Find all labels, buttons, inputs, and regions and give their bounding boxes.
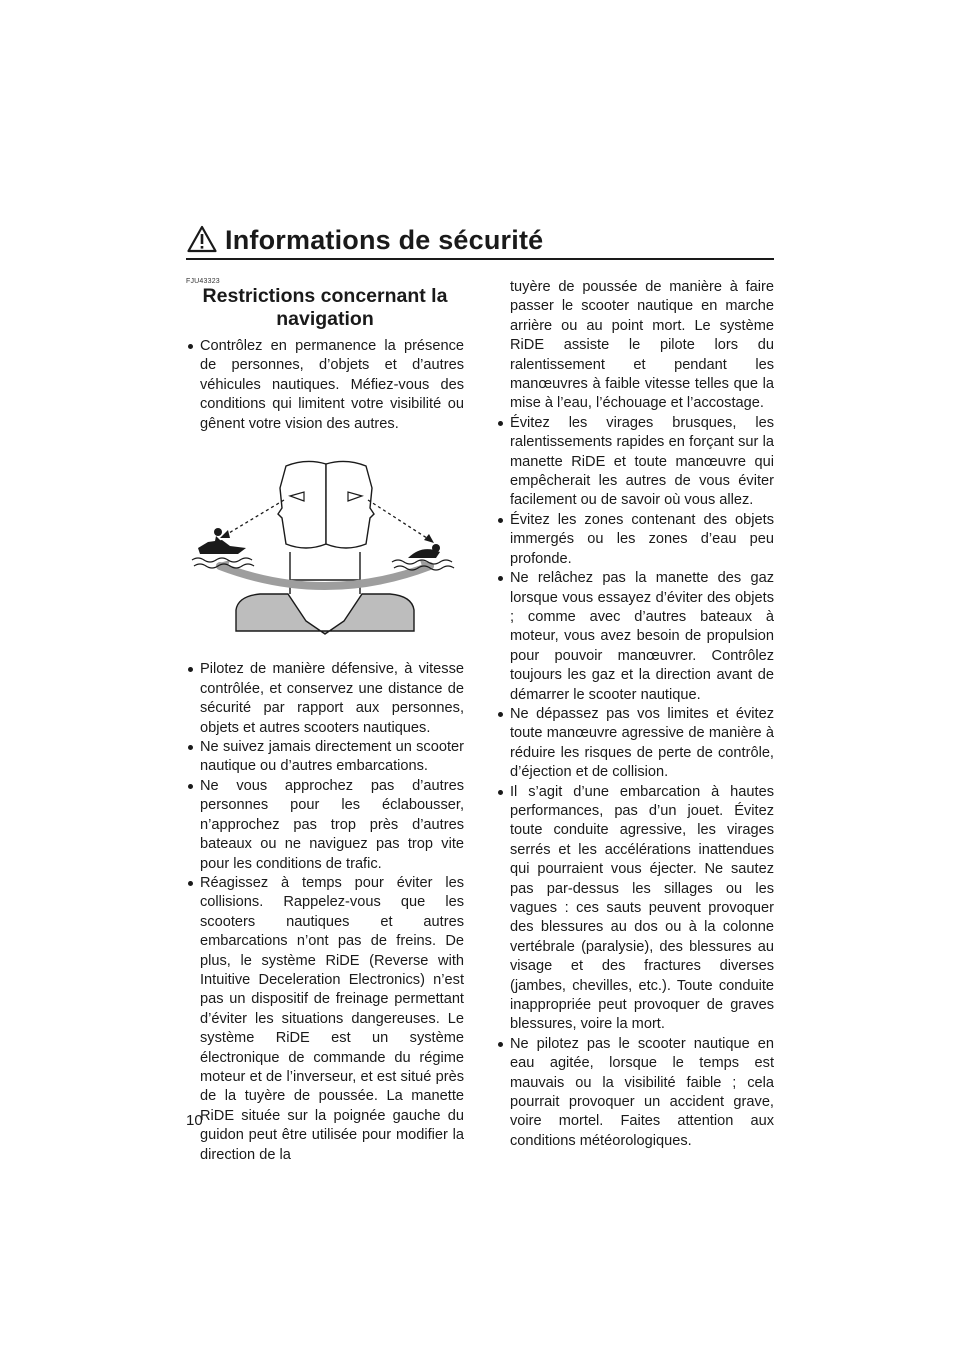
visibility-illustration — [186, 448, 464, 638]
list-item: Ne vous approchez pas d’autres personnes pour les éclabousser, n’approchez pas trop près d’autres bateaux ou ne naviguez pas trop vite pour les conditions de trafic. — [186, 777, 464, 874]
section-title: Restrictions concernant la navigation — [202, 285, 448, 330]
bullet-list-right — [496, 414, 774, 1151]
list-item: Ne suivez jamais directement un scooter nautique ou d’autres embarcations. — [186, 738, 464, 777]
right-column — [496, 278, 774, 1151]
list-item: Contrôlez en permanence la présence de personnes, d’objets et d’autres véhicules nautiques. Méfiez-vous des conditions qui limitent votre visibilité ou gênent votre vision des autres. — [186, 337, 464, 434]
left-column — [186, 278, 464, 1165]
list-item: Il s’agit d’une embarcation à hautes performances, pas d’un jouet. Évitez toute conduite agressive, les virages serrés et les accélérations inattendues qui pourraient vous éjecter. Ne sautez pas par-dessus les sillages ou les vagues : ces sauts peuvent provoquer des blessures au dos ou à la colonne vertébrale (paralysie), des blessures au visage et des fractures diverses (jambes, chevilles, etc.). Toute conduite inappropriée peut provoquer de graves blessures, voire la mort. — [496, 783, 774, 1035]
list-item: Évitez les virages brusques, les ralentissements rapides en forçant sur la manette RiDE et toute manœuvre qui empêcherait les autres de vous éviter facilement ou de savoir où vous allez. — [496, 414, 774, 511]
list-item: Ne relâchez pas la manette des gaz lorsque vous essayez d’éviter des objets ; comme avec d’autres bateaux à moteur, vous avez besoin de propulsion pour pouvoir manœuvrer. Contrôlez toujours les gaz et la direction avant de démarrer le scooter nautique. — [496, 569, 774, 705]
section-code: FJU43323 — [186, 278, 220, 285]
bullet-list-left — [186, 337, 464, 434]
list-item: Ne pilotez pas le scooter nautique en eau agitée, lorsque le temps est mauvais ou la visibilité faible ; cela pourrait provoquer un accident grave, voire mortel. Faites attention aux conditions météorologiques. — [496, 1035, 774, 1151]
warning-triangle-icon — [187, 225, 217, 253]
list-item: Pilotez de manière défensive, à vitesse contrôlée, et conservez une distance de sécurité par rapport aux personnes, objets et autres scooters nautiques. — [186, 660, 464, 738]
list-item: Réagissez à temps pour éviter les collisions. Rappelez-vous que les scooters nautiques et autres embarcations n’ont pas de freins. De plus, le système RiDE (Reverse with Intuitive Deceleration Electronics) n’est pas un dispositif de freinage permettant d’éviter les situations dangereuses. Le système RiDE est un système électronique de commande du régime moteur et de l’inverseur, et est situé près de la tuyère de poussée. La manette RiDE située sur la poignée gauche du guidon peut être utilisée pour modifier la direction de la — [186, 874, 464, 1165]
page-title: Informations de sécurité — [225, 225, 544, 255]
page-number: 10 — [186, 1112, 203, 1129]
bullet-list-left-continued — [186, 660, 464, 1165]
page-header — [186, 222, 774, 260]
list-item: Évitez les zones contenant des objets immergés ou les zones d’eau peu profonde. — [496, 511, 774, 569]
list-item-continuation: tuyère de poussée de manière à faire passer le scooter nautique en marche arrière ou au point mort. Le système RiDE assiste le pilote lors du ralentissement et pendant les manœuvres à faible vitesse telles que la mise à l’eau, l’échouage et l’accostage. — [510, 279, 774, 412]
list-item: Ne dépassez pas vos limites et évitez toute manœuvre agressive de manière à réduire les risques de perte de contrôle, d’éjection et de collision. — [496, 705, 774, 783]
